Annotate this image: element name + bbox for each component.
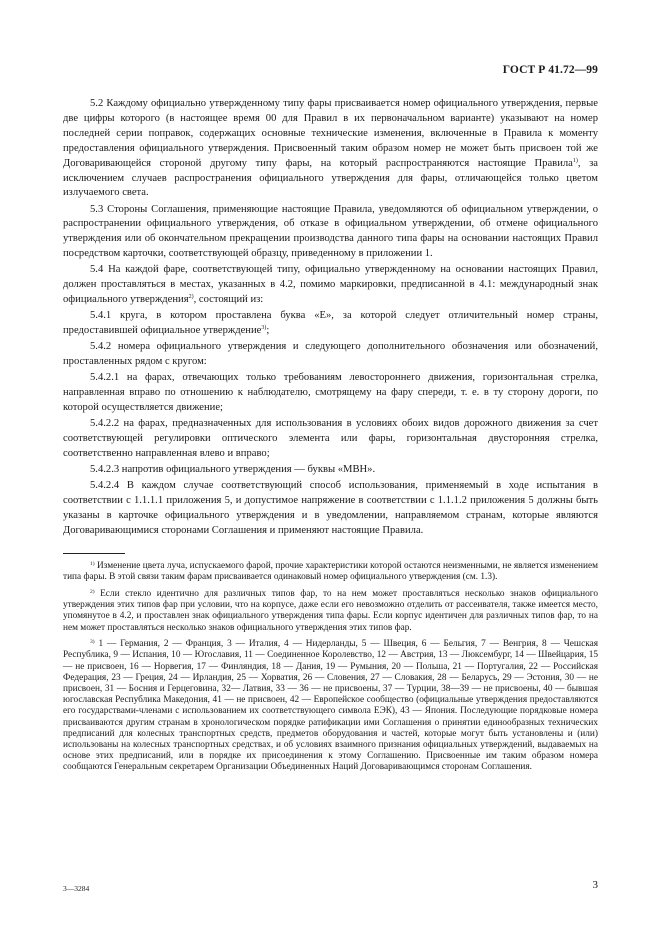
footnote-mark: 3) <box>90 639 95 646</box>
paragraph: 5.4.2.1 на фарах, отвечающих только требованиям левостороннего движения, горизонтальная стрелка, направленная вправо по отношению к наблюдателю, смотрящему на фару спереди, т. е. в ту сторону дороги, по которой осуществляется движение; <box>63 372 598 414</box>
paragraph: 5.4.2.2 на фарах, предназначенных для использования в условиях обоих видов дорожного движения за счет соответствующей регулировки оптического элемента или фары, горизонтальная двусторонняя стрелка, соответственно направленная влево и вправо; <box>63 418 598 459</box>
footnote: $^{2)}$ Если стекло идентично для различных типов фар, то на нем может проставляться несколько знаков официального утверждения этих типов фар при условии, что на корпусе, даже если его невозможно отделить от рассеивателя, также имеется место, упомянутое в 4.2, и проставлен знак официального утверждения типа фары. Если корпус идентичен для различных типов фар, то на нем может проставляться несколько знаков официального утверждения этих типов фар. <box>63 588 598 633</box>
paragraph: 5.4.1 круга, в котором проставлена буква «Е», за которой следует отличительный номер страны, предоставившей официальное утверждение$^{3)}$; <box>63 310 598 337</box>
paragraph: 5.4.2.4 В каждом случае соответствующий способ использования, применяемый в ходе испытания в соответствии с 1.1.1.1 приложения 5, и допустимое напряжение в соответствии с 1.1.1.2 приложения 5 должны быть указаны в карточке официального утверждения и в уведомлении, направляемом странам, которые являются Договаривающимися сторонами Соглашения и применяют настоящие Правила. <box>63 480 598 536</box>
footnote-ref: 3) <box>261 325 267 332</box>
main-text <box>63 97 598 539</box>
print-code: 3—3284 <box>63 884 90 893</box>
document-code: ГОСТ Р 41.72—99 <box>502 64 598 76</box>
paragraph: 5.2 Каждому официально утвержденному типу фары присваивается номер официального утверждения, первые две цифры которого (в настоящее время 00 для Правил в их первоначальном варианте) указывают на номер последней серии поправок, содержащих основные технические изменения, включенные в Правила к моменту предоставления официального утверждения. Присвоенный таким образом номер не может быть присвоен той же Договаривающейся стороной другому типу фары, на который распространяются настоящие Правила$^{1)}$, за исключением случаев распространения официального утверждения для фары, отличающейся только цветом излучаемого света. <box>63 98 599 199</box>
paragraph: 5.4 На каждой фаре, соответствующей типу, официально утвержденному на основании настоящих Правил, должен проставляться в местах, указанных в 4.2, помимо маркировки, предписанной в 4.1: международный знак официального утверждения$^{2)}$, состоящий из: <box>63 264 598 306</box>
footnote-ref: 1) <box>572 157 578 164</box>
page-number: 3 <box>592 879 598 891</box>
paragraph: 5.4.2.3 напротив официального утверждения — буквы «МВН». <box>90 464 376 476</box>
footnote-mark: 2) <box>90 588 95 595</box>
paragraph: 5.3 Стороны Соглашения, применяющие настоящие Правила, уведомляются об официальном утверждении, о распространении официального утверждения, об отказе в официальном утверждении, об отмене официального утверждения или об окончательном прекращении производства данного типа фары на основании настоящих Правил посредством карточки, соответствующей образцу, приведенному в приложении 1. <box>63 203 598 260</box>
paragraph: 5.4.2 номера официального утверждения и следующего дополнительного обозначения или обозначений, проставленных рядом с кругом: <box>63 341 598 368</box>
footnotes <box>63 561 598 779</box>
footnote: $^{3)}$ 1 — Германия, 2 — Франция, 3 — Италия, 4 — Нидерланды, 5 — Швеция, 6 — Бельгия, 7 — Венгрия, 8 — Чешская Республика, 9 — Испания, 10 — Югославия, 11 — Соединенное Королевство, 12 — Австрия, 13 — Люксембург, 14 — Швейцария, 15 — не присвоен, 16 — Норвегия, 17 — Финляндия, 18 — Дания, 19 — Румыния, 20 — Польша, 21 — Португалия, 22 — Российская Федерация, 23 — Греция, 24 — Ирландия, 25 — Хорватия, 26 — Словения, 27 — Словакия, 28 — Беларусь, 29 — Эстония, 30 — не присвоен, 31 — Босния и Герцеговина, 32— Латвия, 33 — 36 — не присвоены, 37 — Турции, 38—39 — не присвоены, 40 — бывшая югославская Республика Македония, 41 — не присвоен, 42 — Европейское сообщество (официальные утверждения предоставляются его государствами-членами с использованием их соответствующего символа ЕЭК), 43 — Япония. Последующие порядковые номера присваиваются другим странам в хронологическом порядке ратификации ими Соглашения о принятии единообразных технических предписаний для колесных транспортных средств, предметов оборудования и частей, которые могут быть установлены и (или) использованы на колесных транспортных средствах, и об условиях взаимного признания официальных утверждений, выдаваемых на основе этих предписаний, или в порядке их присоединения к этому Соглашению. Присвоенные им таким образом номера сообщаются Генеральным секретарем Организации Объединенных Наций Договаривающимся сторонам Соглашения. <box>63 639 598 773</box>
footnote: $^{1)}$ Изменение цвета луча, испускаемого фарой, прочие характеристики которой остаются неизменными, не является изменением типа фары. В этой связи таким фарам присваивается одинаковый номер официального утверждения (см. 1.3). <box>63 561 598 583</box>
footnote-separator <box>63 553 125 554</box>
footnote-mark: 1) <box>90 561 95 567</box>
footnote-ref: 2) <box>188 294 194 301</box>
